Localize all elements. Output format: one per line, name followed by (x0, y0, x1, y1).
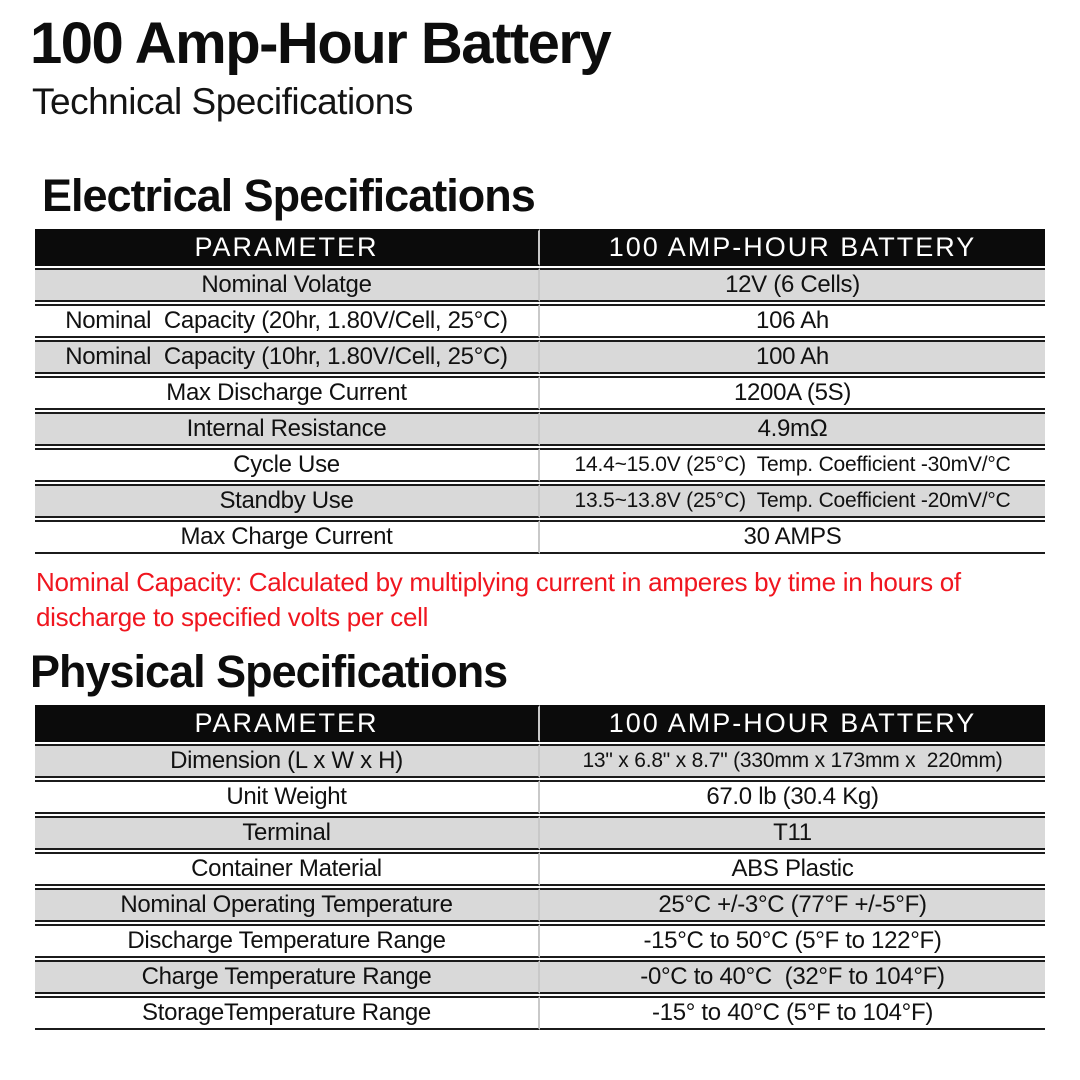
value-cell: -15°C to 50°C (5°F to 122°F) (540, 924, 1045, 958)
value-cell: 106 Ah (540, 304, 1045, 338)
table-row (35, 816, 1045, 850)
value-cell: 4.9mΩ (540, 412, 1045, 446)
parameter-cell: Nominal Capacity (10hr, 1.80V/Cell, 25°C) (35, 340, 540, 374)
table-row (35, 888, 1045, 922)
column-header-battery: 100 AMP-HOUR BATTERY (540, 229, 1045, 266)
table-row (35, 520, 1045, 554)
physical-section (0, 646, 1080, 1032)
electrical-heading: Electrical Specifications (42, 169, 535, 221)
value-cell: 30 AMPS (540, 520, 1045, 554)
value-cell: ABS Plastic (540, 852, 1045, 886)
column-header-parameter: PARAMETER (35, 705, 540, 742)
table-row (35, 744, 1045, 778)
table-header-row (35, 229, 1045, 266)
parameter-cell: Container Material (35, 852, 540, 886)
value-cell: 25°C +/-3°C (77°F +/-5°F) (540, 888, 1045, 922)
column-header-parameter: PARAMETER (35, 229, 540, 266)
value-cell: 13.5~13.8V (25°C) Temp. Coefficient -20mV/°C (540, 484, 1045, 518)
parameter-cell: StorageTemperature Range (35, 996, 540, 1030)
table-row (35, 852, 1045, 886)
parameter-cell: Nominal Capacity (20hr, 1.80V/Cell, 25°C) (35, 304, 540, 338)
parameter-cell: Terminal (35, 816, 540, 850)
value-cell: -15° to 40°C (5°F to 104°F) (540, 996, 1045, 1030)
table-row (35, 960, 1045, 994)
parameter-cell: Nominal Operating Temperature (35, 888, 540, 922)
table-header-row (35, 705, 1045, 742)
parameter-cell: Discharge Temperature Range (35, 924, 540, 958)
physical-heading: Physical Specifications (30, 646, 508, 698)
value-cell: 12V (6 Cells) (540, 268, 1045, 302)
table-row (35, 924, 1045, 958)
table-row (35, 996, 1045, 1030)
table-row (35, 376, 1045, 410)
table-row (35, 304, 1045, 338)
parameter-cell: Nominal Volatge (35, 268, 540, 302)
page-subtitle: Technical Specifications (32, 80, 413, 122)
value-cell: 13" x 6.8" x 8.7" (330mm x 173mm x 220mm) (540, 744, 1045, 778)
parameter-cell: Unit Weight (35, 780, 540, 814)
table-row (35, 448, 1045, 482)
value-cell: 67.0 lb (30.4 Kg) (540, 780, 1045, 814)
parameter-cell: Max Discharge Current (35, 376, 540, 410)
value-cell: T11 (540, 816, 1045, 850)
value-cell: 1200A (5S) (540, 376, 1045, 410)
value-cell: -0°C to 40°C (32°F to 104°F) (540, 960, 1045, 994)
parameter-cell: Max Charge Current (35, 520, 540, 554)
parameter-cell: Standby Use (35, 484, 540, 518)
page-title: 100 Amp-Hour Battery (30, 11, 611, 76)
nominal-capacity-note: Nominal Capacity: Calculated by multiplying current in amperes by time in hours of discharge to specified volts per cell (36, 566, 961, 632)
physical-table (35, 703, 1045, 1032)
table-row (35, 780, 1045, 814)
table-row (35, 412, 1045, 446)
table-row (35, 484, 1045, 518)
table-row (35, 340, 1045, 374)
column-header-battery: 100 AMP-HOUR BATTERY (540, 705, 1045, 742)
table-row (35, 268, 1045, 302)
parameter-cell: Charge Temperature Range (35, 960, 540, 994)
parameter-cell: Dimension (L x W x H) (35, 744, 540, 778)
parameter-cell: Cycle Use (35, 448, 540, 482)
parameter-cell: Internal Resistance (35, 412, 540, 446)
value-cell: 100 Ah (540, 340, 1045, 374)
electrical-table (35, 227, 1045, 556)
electrical-section (0, 169, 1080, 556)
value-cell: 14.4~15.0V (25°C) Temp. Coefficient -30mV/°C (540, 448, 1045, 482)
